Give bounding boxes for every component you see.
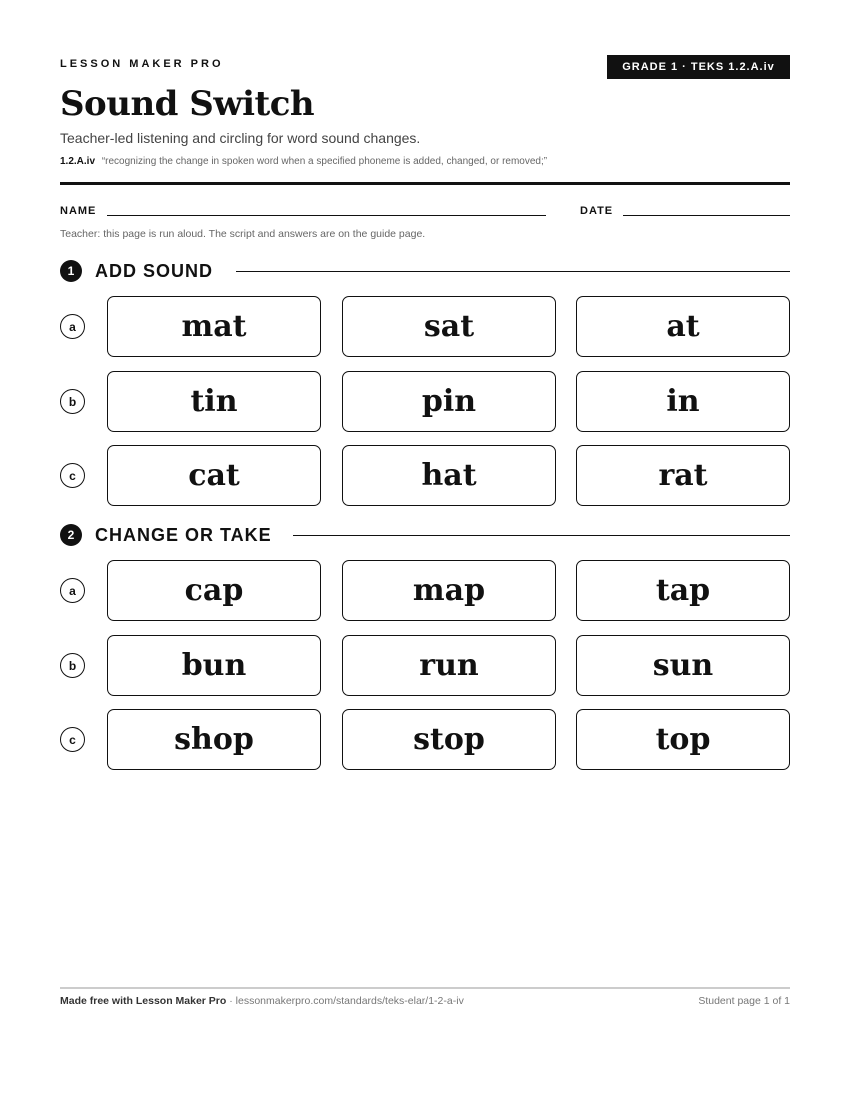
section-rule xyxy=(236,271,790,272)
date-label: DATE xyxy=(580,205,614,217)
row-label: c xyxy=(60,727,85,752)
footer-url[interactable]: · lessonmakerpro.com/standards/teks-elar/1-2-a-iv xyxy=(226,995,464,1007)
teacher-note: Teacher: this page is run aloud. The script and answers are on the guide page. xyxy=(60,228,426,240)
word-card[interactable]: shop xyxy=(107,709,321,770)
name-field[interactable] xyxy=(107,215,546,216)
item-row xyxy=(60,296,790,358)
word-card[interactable]: map xyxy=(342,560,556,621)
section-title: ADD SOUND xyxy=(95,261,225,282)
word-card[interactable]: cat xyxy=(107,445,321,506)
worksheet-page xyxy=(60,0,790,1100)
date-field[interactable] xyxy=(623,215,790,216)
word-card[interactable]: top xyxy=(576,709,790,770)
item-row xyxy=(60,371,790,433)
footer-credit xyxy=(60,995,464,1007)
page-subtitle: Teacher-led listening and circling for word sound changes. xyxy=(60,130,421,146)
item-row xyxy=(60,635,790,697)
standard-line xyxy=(60,156,547,167)
word-card[interactable]: run xyxy=(342,635,556,696)
row-label: c xyxy=(60,463,85,488)
name-label: NAME xyxy=(60,205,97,217)
section-rule xyxy=(293,535,790,536)
word-card[interactable]: stop xyxy=(342,709,556,770)
word-card[interactable]: mat xyxy=(107,296,321,357)
item-row xyxy=(60,445,790,507)
word-card[interactable]: rat xyxy=(576,445,790,506)
section-add-sound xyxy=(60,260,790,284)
section-number: 2 xyxy=(60,524,82,546)
word-card[interactable]: pin xyxy=(342,371,556,432)
word-card[interactable]: in xyxy=(576,371,790,432)
word-card[interactable]: hat xyxy=(342,445,556,506)
page-title: Sound Switch xyxy=(60,84,315,124)
footer-made: Made free with Lesson Maker Pro xyxy=(60,995,227,1007)
brand-name: LESSON MAKER PRO xyxy=(60,58,224,70)
standard-code: 1.2.A.iv xyxy=(60,156,96,167)
word-card[interactable]: sat xyxy=(342,296,556,357)
page-indicator: Student page 1 of 1 xyxy=(698,995,790,1007)
standard-text: “recognizing the change in spoken word when a specified phoneme is added, changed, or removed;” xyxy=(101,156,548,167)
word-card[interactable]: bun xyxy=(107,635,321,696)
footer-divider xyxy=(60,987,790,989)
row-label: b xyxy=(60,653,85,678)
item-row xyxy=(60,560,790,622)
word-card[interactable]: tin xyxy=(107,371,321,432)
word-card[interactable]: sun xyxy=(576,635,790,696)
word-card[interactable]: at xyxy=(576,296,790,357)
word-card[interactable]: cap xyxy=(107,560,321,621)
item-row xyxy=(60,709,790,771)
section-change-or-take xyxy=(60,524,790,548)
section-title: CHANGE OR TAKE xyxy=(95,525,284,546)
row-label: a xyxy=(60,314,85,339)
word-card[interactable]: tap xyxy=(576,560,790,621)
grade-badge: GRADE 1 · TEKS 1.2.A.iv xyxy=(607,55,790,79)
row-label: b xyxy=(60,389,85,414)
header-divider xyxy=(60,182,790,185)
row-label: a xyxy=(60,578,85,603)
section-number: 1 xyxy=(60,260,82,282)
